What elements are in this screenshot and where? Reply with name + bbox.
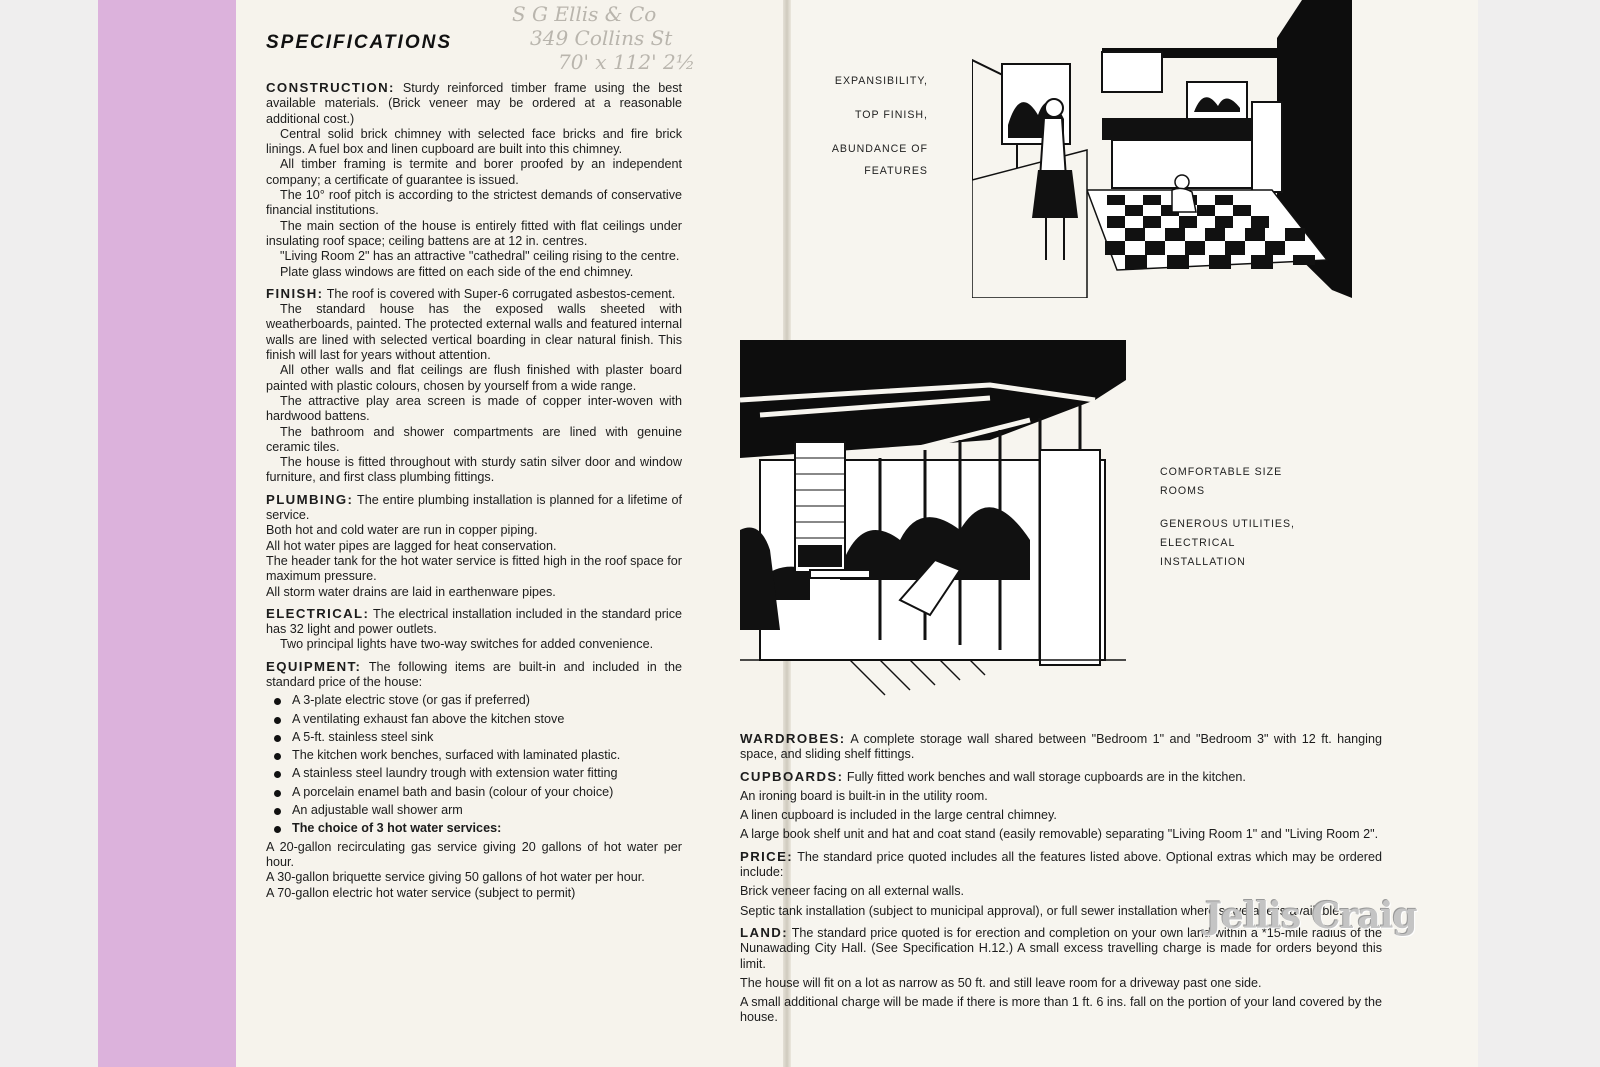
construction-p4: The 10° roof pitch is according to the strictest demands of conservative financial institutions. (266, 188, 682, 218)
finish-heading: FINISH: (266, 285, 324, 301)
list-item-text: A stainless steel laundry trough with extension water fitting (292, 766, 618, 781)
bullet-icon (274, 698, 281, 705)
construction-p3: All timber framing is termite and borer proofed by an independent company; a certificate of guarantee is issued. (266, 157, 682, 187)
list-item (274, 712, 682, 727)
list-item-text: A ventilating exhaust fan above the kitchen stove (292, 711, 565, 726)
land-heading: LAND: (740, 924, 789, 940)
list-item (274, 766, 682, 781)
equipment-list (266, 693, 682, 836)
bullet-icon (274, 826, 281, 833)
equipment-heading: EQUIPMENT: (266, 658, 362, 674)
price-heading: PRICE: (740, 848, 794, 864)
price-text: The standard price quoted includes all the features listed above. Optional extras which may be ordered include: (740, 849, 1382, 880)
list-item-text: An adjustable wall shower arm (292, 803, 463, 818)
price-l2: Septic tank installation (subject to municipal approval), or full sewer installation where sewerage is available. (740, 903, 1343, 918)
caption-mid-line-3: GENEROUS UTILITIES, (1160, 518, 1295, 530)
finish-p5: The bathroom and shower compartments are lined with genuine ceramic tiles. (266, 424, 682, 454)
construction-p1: Sturdy reinforced timber frame using the best available materials. (Brick veneer may be ordered at a reasonable additional cost.) (266, 81, 682, 126)
caption-top-line-4: FEATURES (864, 165, 928, 177)
kitchen-illustration (972, 0, 1362, 298)
handwritten-line-3: 70' x 112' 2½ (558, 50, 696, 74)
hot-water-option-2: A 30-gallon briquette service giving 50 gallons of hot water per hour. (266, 870, 645, 885)
electrical-heading: ELECTRICAL: (266, 605, 370, 621)
plumbing-p1: The entire plumbing installation is planned for a lifetime of service. (266, 492, 682, 523)
construction-p6: "Living Room 2" has an attractive "cathedral" ceiling rising to the centre. (280, 249, 680, 264)
list-item (274, 785, 682, 800)
cupboards-l2: A linen cupboard is included in the large central chimney. (740, 808, 1057, 823)
list-item (274, 821, 682, 836)
list-item (274, 693, 682, 708)
caption-mid-line-5: INSTALLATION (1160, 556, 1246, 568)
cupboards-heading: CUPBOARDS: (740, 768, 844, 784)
caption-top-line-3: ABUNDANCE OF (831, 143, 928, 155)
list-item-text: A 3-plate electric stove (or gas if preferred) (292, 693, 530, 708)
finish-p1: The roof is covered with Super-6 corrugated asbestos-cement. (326, 286, 676, 301)
plumbing-l1: Both hot and cold water are run in copper piping. (266, 523, 538, 538)
list-item-text: The kitchen work benches, surfaced with laminated plastic. (292, 748, 621, 763)
land-l2: A small additional charge will be made if there is more than 1 ft. 6 ins. fall on the portion of your land covered by the house. (740, 995, 1382, 1025)
finish-p4: The attractive play area screen is made of copper inter-woven with hardwood battens. (266, 393, 682, 424)
bullet-icon (274, 753, 281, 760)
bullet-icon (274, 808, 281, 815)
finish-p6: The house is fitted throughout with sturdy satin silver door and window furniture, and first class plumbing fittings. (266, 455, 682, 485)
list-item (274, 730, 682, 745)
bullet-icon (274, 735, 281, 742)
plumbing-l4: All storm water drains are laid in earthenware pipes. (266, 584, 556, 599)
handwritten-line-1: S G Ellis & Co (512, 2, 657, 26)
plumbing-heading: PLUMBING: (266, 491, 354, 507)
bullet-icon (274, 717, 281, 724)
wardrobes-text: A complete storage wall shared between "Bedroom 1" and "Bedroom 3" with 12 ft. hanging space, and sliding shelf fittings. (740, 732, 1382, 762)
equipment-p1: The following items are built-in and included in the standard price of the house: (266, 659, 682, 689)
construction-p7: Plate glass windows are fitted on each side of the end chimney. (280, 264, 634, 279)
land-l1: The house will fit on a lot as narrow as 50 ft. and still leave room for a driveway past one side. (740, 975, 1262, 990)
page-title: SPECIFICATIONS (266, 32, 452, 53)
land-text: The standard price quoted is for erection and completion on your own land within a *15-mile radius of the Nunawading City Hall. (See Specification H.12.) A small excess travelling charge is made for orders beyond this limit. (740, 925, 1382, 971)
list-item (274, 803, 682, 818)
caption-top-line-2: TOP FINISH, (854, 109, 928, 121)
hot-water-title: The choice of 3 hot water services: (292, 821, 502, 836)
caption-top (790, 74, 928, 178)
watermark: Jellis Craig (1205, 895, 1417, 937)
living-room-illustration (740, 340, 1132, 710)
construction-p2: Central solid brick chimney with selected face bricks and fire brick linings. A fuel box and linen cupboard are built into this chimney. (266, 126, 682, 157)
electrical-p2: Two principal lights have two-way switches for added convenience. (280, 637, 654, 652)
plumbing-l2: All hot water pipes are lagged for heat conservation. (266, 538, 557, 553)
pink-cover-edge (98, 0, 236, 1067)
price-l1: Brick veneer facing on all external walls. (740, 884, 964, 899)
hot-water-option-1: A 20-gallon recirculating gas service giving 20 gallons of hot water per hour. (266, 839, 682, 869)
handwritten-note (512, 2, 695, 74)
finish-p3: All other walls and flat ceilings are flush finished with plaster board painted with plastic colours, chosen by yourself from a wide range. (266, 363, 682, 393)
features-column (740, 731, 1382, 1026)
caption-mid-line-1: COMFORTABLE SIZE (1160, 466, 1283, 478)
caption-top-line-1: EXPANSIBILITY, (834, 75, 928, 87)
wardrobes-heading: WARDROBES: (740, 731, 846, 746)
finish-p2: The standard house has the exposed walls sheeted with weatherboards, painted. The protected external walls and featured internal walls are lined with selected vertical boarding in clear natural finish. This finish will last for years without attention. (266, 302, 682, 363)
caption-mid-line-2: ROOMS (1160, 485, 1206, 497)
hot-water-option-3: A 70-gallon electric hot water service (subject to permit) (266, 885, 576, 900)
plumbing-l3: The header tank for the hot water service is fitted high in the roof space for maximum pressure. (266, 553, 682, 584)
list-item-text: A 5-ft. stainless steel sink (292, 729, 434, 744)
electrical-p1: The electrical installation included in the standard price has 32 light and power outlets. (266, 606, 683, 637)
bullet-icon (274, 790, 281, 797)
cupboards-l3: A large book shelf unit and hat and coat stand (easily removable) separating "Living Room 1" and "Living Room 2". (740, 827, 1379, 842)
list-item-text: A porcelain enamel bath and basin (colour of your choice) (292, 784, 614, 799)
specifications-column (266, 80, 682, 901)
handwritten-line-2: 349 Collins St (530, 26, 673, 50)
cupboards-text: Fully fitted work benches and wall storage cupboards are in the kitchen. (846, 769, 1246, 784)
list-item (274, 748, 682, 763)
construction-p5: The main section of the house is entirely fitted with flat ceilings under insulating roof space; ceiling battens are at 12 in. centres. (266, 218, 682, 248)
bullet-icon (274, 771, 281, 778)
construction-heading: CONSTRUCTION: (266, 80, 395, 95)
caption-mid-line-4: ELECTRICAL (1160, 537, 1236, 549)
cupboards-l1: An ironing board is built-in in the utility room. (740, 788, 988, 803)
caption-mid (1160, 463, 1295, 572)
